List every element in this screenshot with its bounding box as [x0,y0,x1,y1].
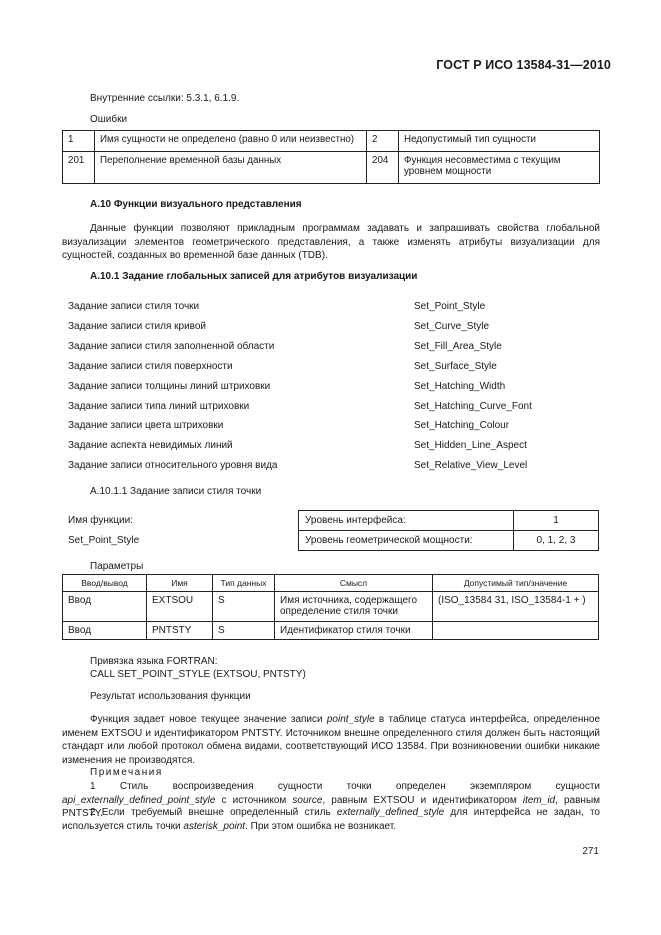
param-name: PNTSTY [147,622,213,640]
table-header-row [63,575,599,592]
error-text: Функция несовместима с текущим уровнем мощности [399,152,600,184]
function-name: Задание записи толщины линий штриховки [68,381,271,392]
fortran-label: Привязка языка FORTRAN: [90,656,218,667]
function-name: Задание аспекта невидимых линий [68,440,233,451]
function-name: Задание записи стиля точки [68,301,200,312]
error-text: Недопустимый тип сущности [399,131,600,152]
column-header: Тип данных [213,575,275,592]
result-text: Функция задает новое текущее значение записи [90,714,327,725]
param-io: Ввод [63,592,147,622]
errors-title: Ошибки [90,114,128,125]
column-header: Ввод/вывод [63,575,147,592]
interface-level-value: 1 [514,511,599,531]
column-header: Имя [147,575,213,592]
param-meaning: Имя источника, содержащего определение стиля точки [275,592,433,622]
note-text: для интерфейса не задан, то используется стиль точки [62,807,600,832]
function-code: Set_Surface_Style [414,361,497,372]
param-meaning: Идентификатор стиля точки [275,622,433,640]
function-code: Set_Curve_Style [414,321,490,332]
result-label: Результат использования функции [90,691,251,702]
note-term: item_id [522,794,556,806]
function-name: Задание записи стиля поверхности [68,361,233,372]
error-text: Имя сущности не определено (равно 0 или неизвестно) [95,131,367,152]
table-row [63,131,600,152]
note-term: api_externally_defined_point_style [62,794,216,806]
page-number: 271 [582,846,599,857]
note-text: . При этом ошибка не возникает. [245,820,397,832]
function-name-value: Set_Point_Style [68,535,140,546]
parameters-table [62,574,599,640]
note-text: с источником [215,794,293,806]
section-heading: А.10 Функции визуального представления [90,199,302,210]
geometry-level-label: Уровень геометрической мощности: [299,531,514,551]
subsection-heading: А.10.1.1 Задание записи стиля точки [90,486,262,497]
result-term: point_style [326,714,375,725]
column-header: Смысл [275,575,433,592]
error-text: Переполнение временной базы данных [95,152,367,184]
function-name: Задание записи стиля заполненной области [68,341,275,352]
document-header: ГОСТ Р ИСО 13584-31—2010 [436,58,611,72]
function-name: Задание записи типа линий штриховки [68,401,250,412]
note-term: externally_defined_style [336,807,445,818]
function-code: Set_Hatching_Width [414,381,506,392]
section-paragraph: Данные функции позволяют прикладным программам задавать и запрашивать свойства глобальной визуализации элементов геометрического представления, а также изменять атрибуты визуализации для сущностей, созданных во временной базе данных (TDB). [62,223,600,261]
result-text: в таблице статуса интерфейса, определенное именем EXTSOU и идентификатором PNTSTY. Источником внешне определенного стиля должен быть настоящий стандарт или любой протокол обмена видами, соответствующий ИСО 13584. При возникновении ошибки никакие изменения не производятся. [62,714,600,766]
table-row [63,622,599,640]
error-code: 2 [367,131,399,152]
fortran-call: CALL SET_POINT_STYLE (EXTSOU, PNTSTY) [90,669,306,680]
param-type: S [213,592,275,622]
function-name: Задание записи стиля кривой [68,321,207,332]
parameters-title: Параметры [90,561,144,572]
note-text: , равным PNTSTY. [62,794,601,819]
note-text: 2 Если требуемый внешне определенный стиль [90,807,337,818]
errors-table [62,130,600,184]
param-io: Ввод [63,622,147,640]
note-term: asterisk_point [183,820,246,832]
function-name: Задание записи относительного уровня вида [68,460,278,471]
table-row [63,592,599,622]
function-name: Задание записи цвета штриховки [68,420,224,431]
interface-level-label: Уровень интерфейса: [299,511,514,531]
internal-references: Внутренние ссылки: 5.3.1, 6.1.9. [90,93,240,104]
param-allowed: (ISO_13584 31, ISO_13584-1 + ) [433,592,599,622]
error-code: 1 [63,131,95,152]
geometry-level-value: 0, 1, 2, 3 [514,531,599,551]
param-allowed [433,622,599,640]
table-row [299,511,599,531]
error-code: 204 [367,152,399,184]
function-code: Set_Point_Style [414,301,486,312]
notes-title: Примечания [90,767,163,778]
function-code: Set_Hatching_Curve_Font [414,401,532,412]
function-code: Set_Hatching_Colour [414,420,510,431]
function-name-label: Имя функции: [68,515,133,526]
subsection-heading: А.10.1 Задание глобальных записей для атрибутов визуализации [90,271,418,282]
function-code: Set_Relative_View_Level [414,460,528,471]
function-code: Set_Hidden_Line_Aspect [414,440,527,451]
table-row [299,531,599,551]
note-text: , равным EXTSOU и идентификатором [322,794,523,806]
note-term: source [292,794,323,806]
note-2 [62,806,600,833]
table-row [63,152,600,184]
param-type: S [213,622,275,640]
result-paragraph [62,713,600,767]
param-name: EXTSOU [147,592,213,622]
note-text: 1 Стиль воспроизведения сущности точки определен экземпляром сущности [90,781,600,792]
function-code: Set_Fill_Area_Style [414,341,502,352]
column-header: Допустимый тип/значение [433,575,599,592]
error-code: 201 [63,152,95,184]
interface-info-table [298,510,599,551]
